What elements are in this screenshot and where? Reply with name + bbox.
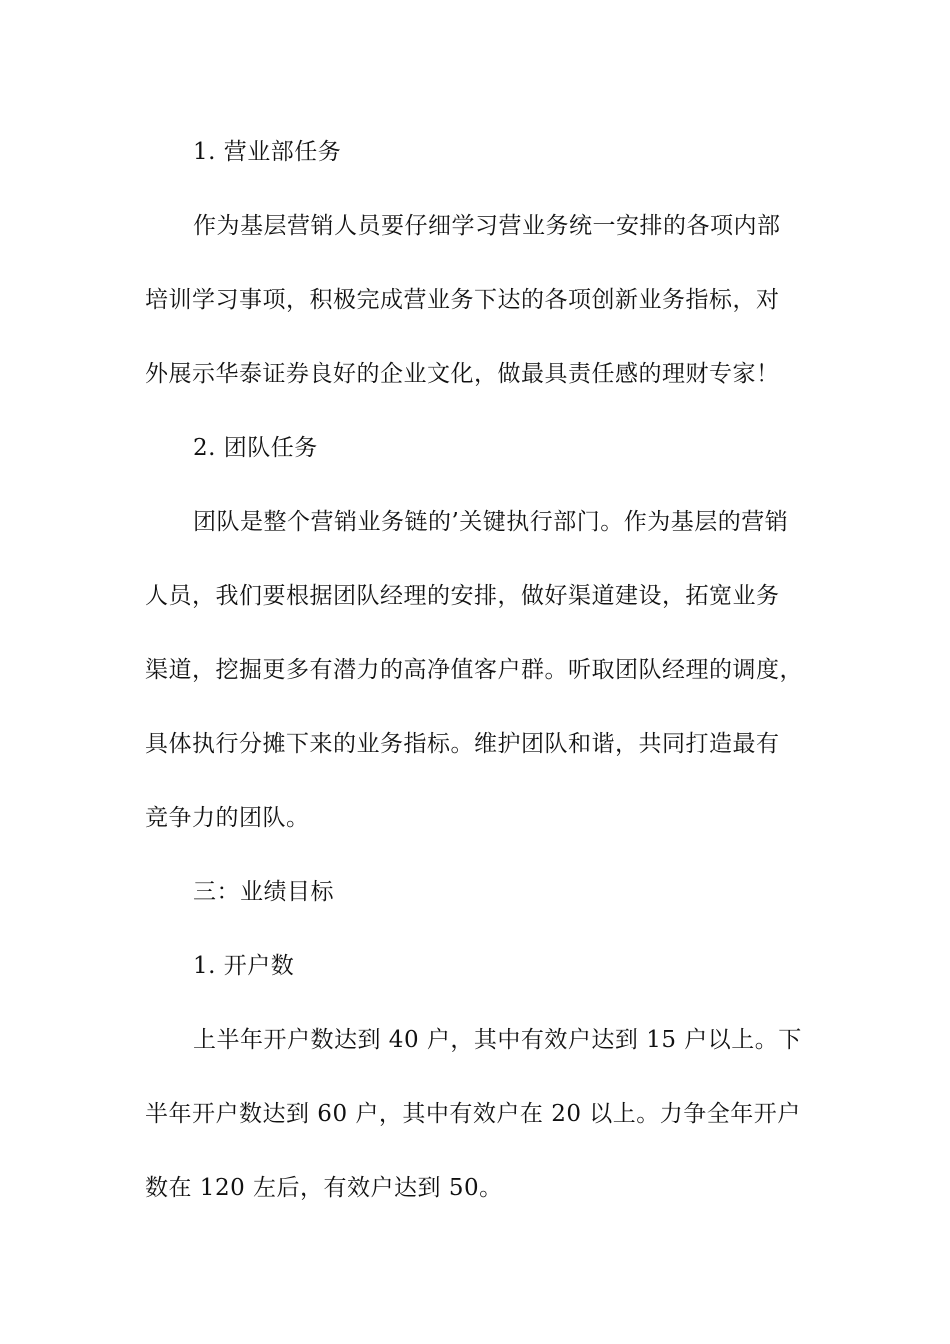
paragraph-line: 外展示华泰证券良好的企业文化，做最具责任感的理财专家！: [145, 361, 780, 387]
paragraph-line: 半年开户数达到 60 户，其中有效户在 20 以上。力争全年开户: [145, 1101, 801, 1127]
heading-performance-goal: 三：业绩目标: [193, 879, 334, 905]
paragraph-line: 培训学习事项，积极完成营业务下达的各项创新业务指标，对: [145, 287, 780, 313]
paragraph-line: 人员，我们要根据团队经理的安排，做好渠道建设，拓宽业务: [145, 583, 780, 609]
paragraph-line: 具体执行分摊下来的业务指标。维护团队和谐，共同打造最有: [145, 731, 780, 757]
heading-account-count: 1. 开户数: [193, 953, 295, 979]
heading-business-dept-task: 1. 营业部任务: [193, 139, 342, 165]
heading-team-task: 2. 团队任务: [193, 435, 318, 461]
paragraph-line: 团队是整个营销业务链的’关键执行部门。作为基层的营销: [193, 509, 789, 535]
paragraph-line: 竞争力的团队。: [145, 805, 310, 831]
paragraph-line: 数在 120 左后，有效户达到 50。: [145, 1175, 503, 1201]
paragraph-line: 上半年开户数达到 40 户，其中有效户达到 15 户以上。下: [193, 1027, 802, 1053]
paragraph-line: 渠道，挖掘更多有潜力的高净值客户群。听取团队经理的调度，: [145, 657, 803, 683]
paragraph-line: 作为基层营销人员要仔细学习营业务统一安排的各项内部: [193, 213, 781, 239]
